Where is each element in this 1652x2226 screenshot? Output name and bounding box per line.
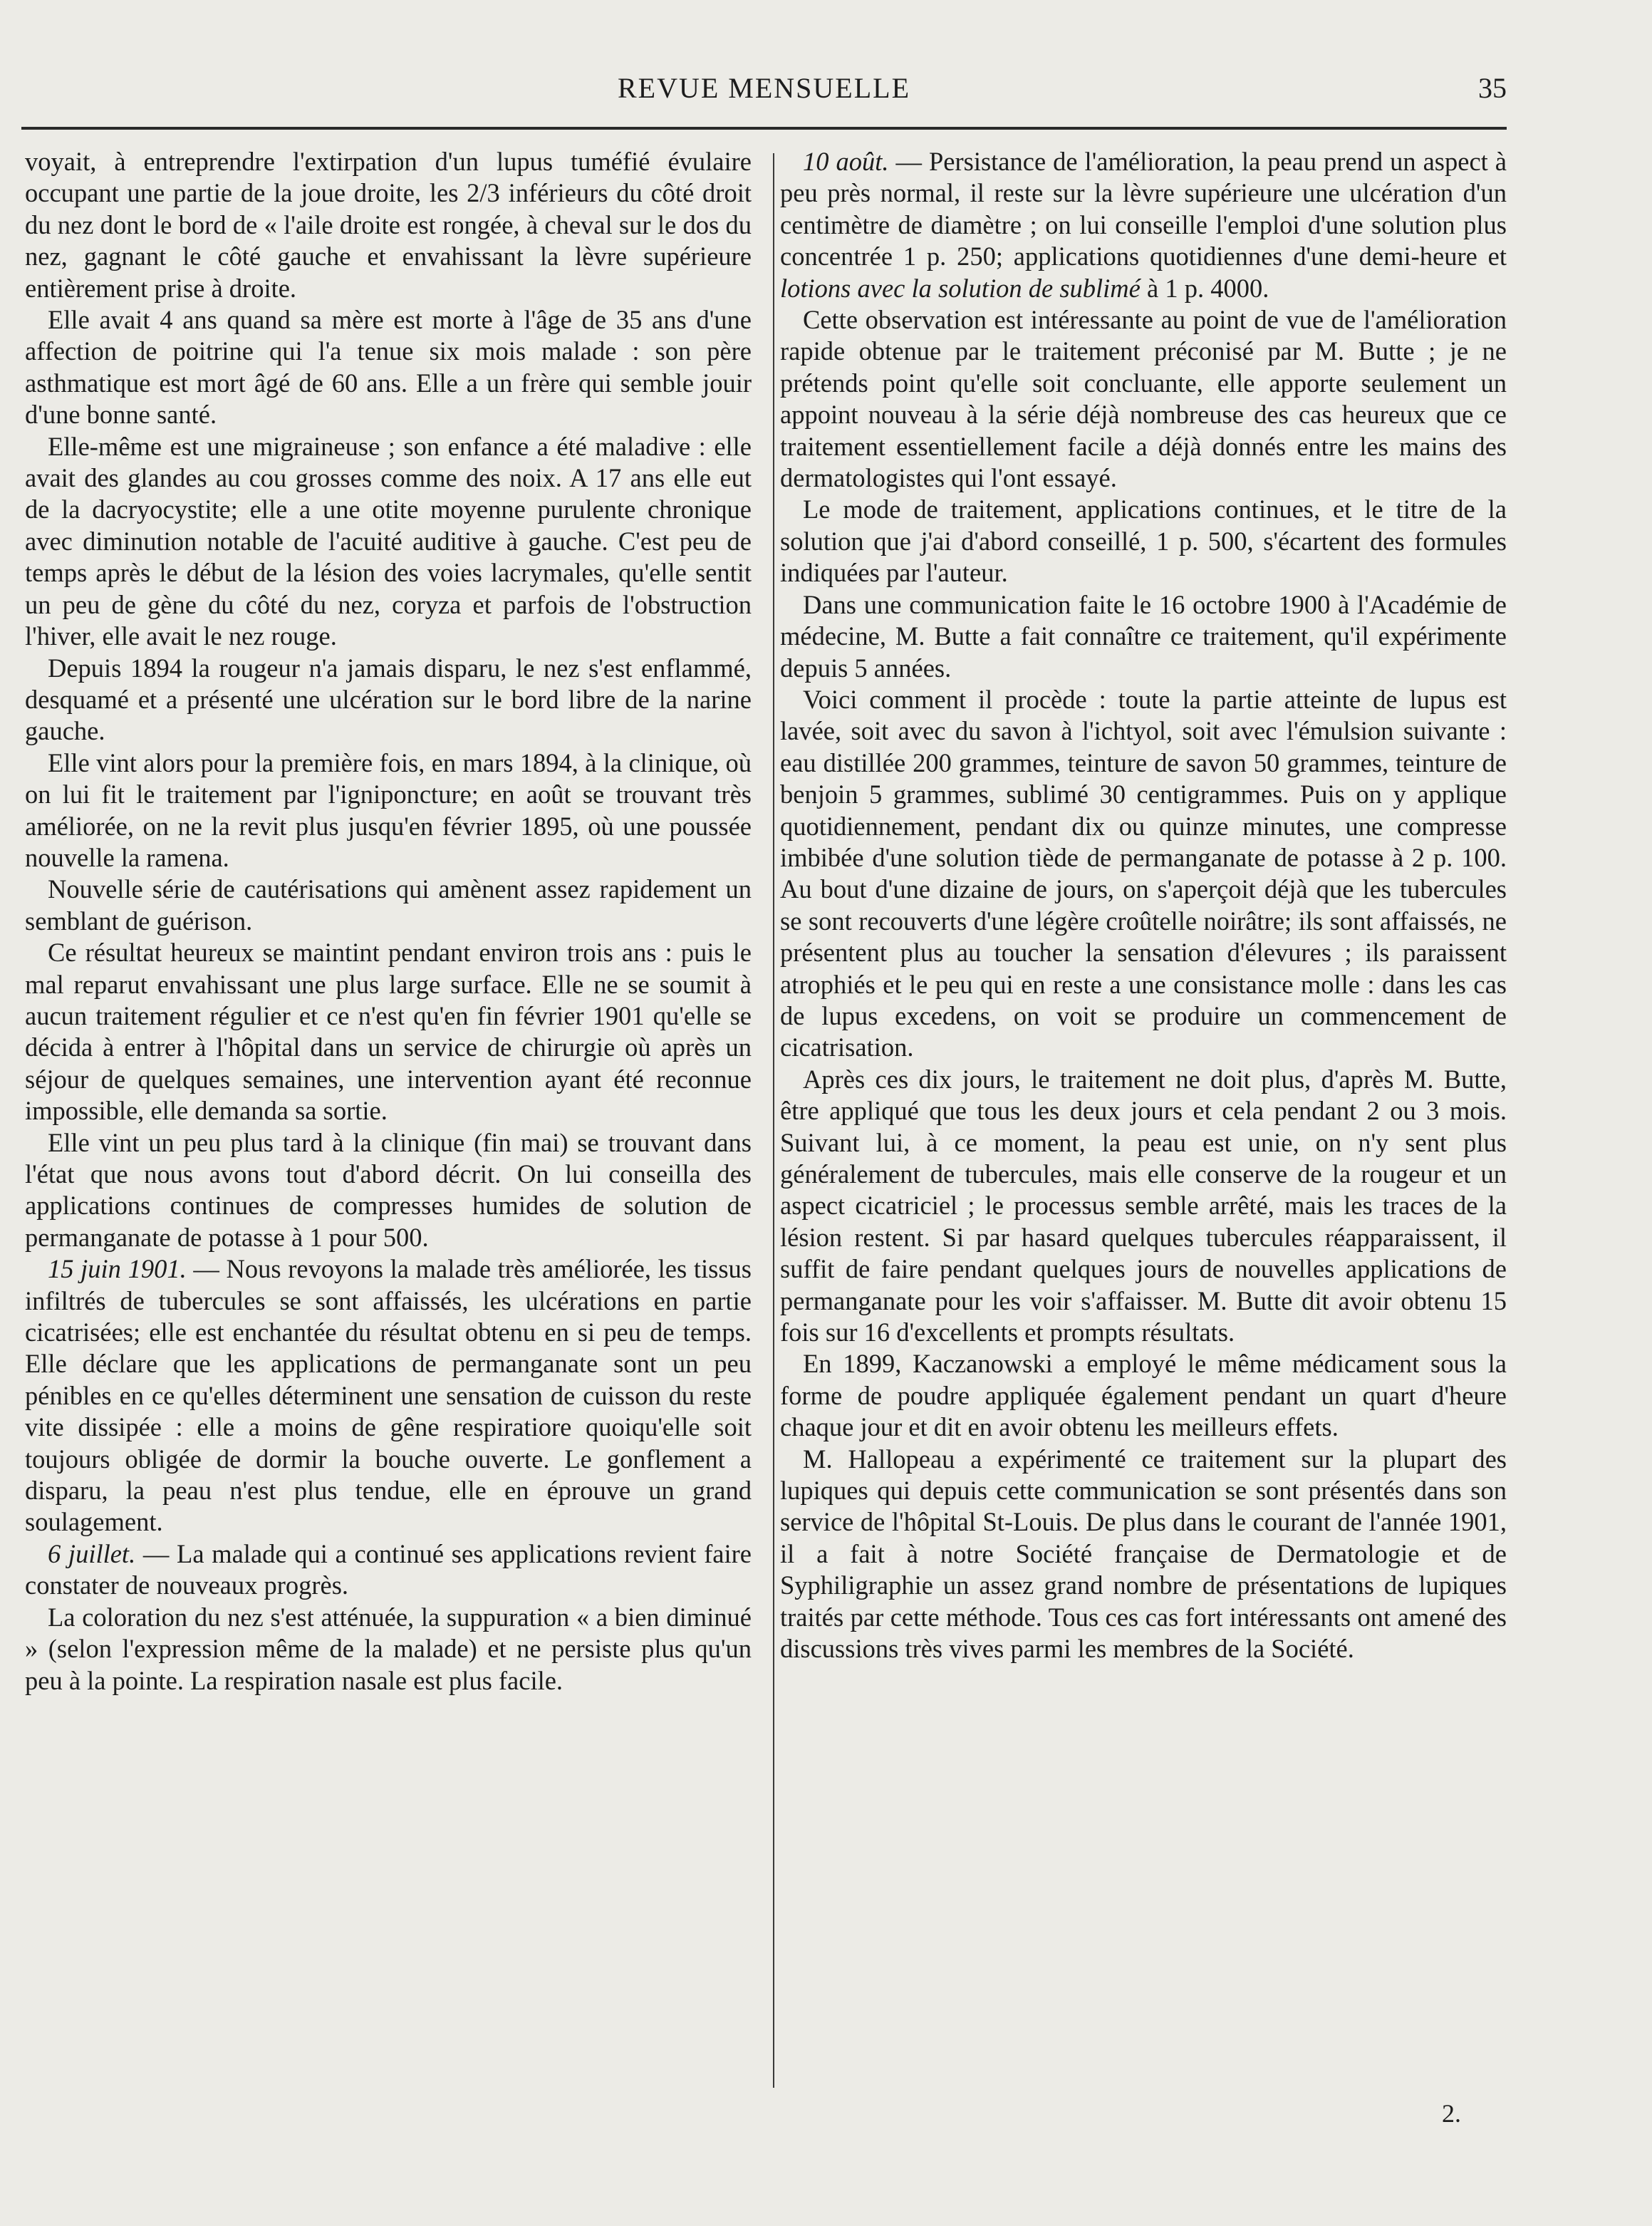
paragraph: Cette observation est intéressante au point de vue de l'amélioration rapide obtenue par le traitement préconisé par M. Butte ; je ne prétends point qu'elle soit concluante, elle apporte seulement un appoint nouveau à la série déjà nombreuse des cas heureux que ce traitement essentiellement facile a déjà donnés entre les mains des dermatologistes qui l'ont essayé. <box>780 305 1507 493</box>
paragraph: Elle avait 4 ans quand sa mère est morte à l'âge de 35 ans d'une affection de poitrine qui l'a tenue six mois malade : son père asthmatique est mort âgé de 60 ans. Elle a un frère qui semble jouir d'une bonne santé. <box>25 305 752 430</box>
left-column <box>25 146 752 1697</box>
paragraph-text: — Persistance de l'amélioration, la peau prend un aspect à peu près normal, il reste sur la lèvre supérieure une ulcération d'un centimètre de diamètre ; on lui conseille l'emploi d'une solution plus concentrée 1 p. 250; applications quotidiennes d'une demi-heure et <box>780 147 1507 271</box>
paragraph-text: — Nous revoyons la malade très améliorée, les tissus infiltrés de tubercules se sont affaissés, les ulcérations en partie cicatrisées; elle est enchantée du résultat obtenu en si peu de temps. Elle déclare que les applications de permanganate sont un peu pénibles en ce qu'elles déterminent une sensation de cuisson du reste vite dissipée : elle a moins de gêne respiratiore quoiqu'elle soit toujours obligée de dormir la bouche ouverte. Le gonflement a disparu, la peau n'est plus tendue, elle en éprouve un grand soulagement. <box>25 1254 752 1537</box>
paragraph: Depuis 1894 la rougeur n'a jamais disparu, le nez s'est enflammé, desquamé et a présenté une ulcération sur le bord libre de la narine gauche. <box>25 653 752 746</box>
paragraph: Nouvelle série de cautérisations qui amènent assez rapidement un semblant de guérison. <box>25 874 752 936</box>
column-divider <box>773 153 774 2088</box>
paragraph: Elle vint alors pour la première fois, en mars 1894, à la clinique, où on lui fit le traitement par l'igniponcture; en août se trouvant très améliorée, on ne la revit plus jusqu'en février 1895, où une poussée nouvelle la ramena. <box>25 747 752 872</box>
entry-date: 15 juin 1901. <box>48 1254 187 1284</box>
paragraph: La coloration du nez s'est atténuée, la suppuration « a bien diminué » (selon l'expression même de la malade) et ne persiste plus qu'un peu à la pointe. La respiration nasale est plus facile. <box>25 1602 752 1695</box>
paragraph: M. Hallopeau a expérimenté ce traitement sur la plupart des lupiques qui depuis cette communication se sont présentés dans son service de l'hôpital St-Louis. De plus dans le courant de l'année 1901, il a fait à notre Société française de Dermatologie et de Syphiligraphie un assez grand nombre de présentations de lupiques traités par cette méthode. Tous ces cas fort intéressants ont amené des discussions très vives parmi les membres de la Société. <box>780 1444 1507 1664</box>
paragraph: Après ces dix jours, le traitement ne doit plus, d'après M. Butte, être appliqué que tous les deux jours et cela pendant 2 ou 3 mois. Suivant lui, à ce moment, la peau est unie, on n'y sent plus généralement de tubercules, mais elle conserve de la rougeur et un aspect cicatriciel ; le processus semble arrêté, mais les traces de la lésion restent. Si par hasard quelques tubercules réapparaissent, il suffit de faire pendant quelques jours de nouvelles applications de permanganate pour les voir s'affaisser. M. Butte dit avoir obtenu 15 fois sur 16 d'excellents et prompts résultats. <box>780 1064 1507 1347</box>
paragraph <box>25 1538 752 1602</box>
paragraph: voyait, à entreprendre l'extirpation d'un lupus tuméfié évulaire occupant une partie de la joue droite, les 2/3 inférieurs du côté droit du nez dont le bord de « l'aile droite est rongée, à cheval sur le dos du nez, gagnant le côté gauche et envahissant la lèvre supérieure entièrement prise à droite. <box>25 147 752 303</box>
right-column <box>780 146 1507 1665</box>
entry-date: 10 août. <box>803 147 889 176</box>
page-number: 35 <box>1478 72 1507 104</box>
paragraph <box>25 1253 752 1538</box>
paragraph: Ce résultat heureux se maintint pendant environ trois ans : puis le mal reparut envahissant une plus large surface. Elle ne se soumit à aucun traitement régulier et ce n'est qu'en fin février 1901 qu'elle se décida à entrer à l'hôpital dans un service de chirurgie où après un séjour de quelques semaines, une intervention ayant été reconnue impossible, elle demanda sa sortie. <box>25 938 752 1126</box>
paragraph-text: — La malade qui a continué ses applications revient faire constater de nouveaux progrès. <box>25 1538 752 1600</box>
running-title: REVUE MENSUELLE <box>617 72 911 104</box>
paragraph <box>780 146 1507 304</box>
paragraph: Dans une communication faite le 16 octobre 1900 à l'Académie de médecine, M. Butte a fait connaître ce traitement, qu'il expérimente depuis 5 années. <box>780 589 1507 683</box>
paragraph: Elle-même est une migraineuse ; son enfance a été maladive : elle avait des glandes au cou grosses comme des noix. A 17 ans elle eut de la dacryocystite; elle a une otite moyenne purulente chronique avec diminution notable de l'acuité auditive à gauche. C'est peu de temps après le début de la lésion des voies lacrymales, qu'elle sentit un peu de gène du côté du nez, coryza et parfois de l'obstruction l'hiver, elle avait le nez rouge. <box>25 431 752 651</box>
paragraph: Le mode de traitement, applications continues, et le titre de la solution que j'ai d'abord conseillé, 1 p. 500, s'écartent des formules indiquées par l'auteur. <box>780 495 1507 588</box>
italic-text: lotions avec la solution de sublimé <box>780 273 1141 303</box>
page-header <box>21 71 1507 114</box>
paragraph-text: à 1 p. 4000. <box>1140 273 1269 303</box>
paragraph: Elle vint un peu plus tard à la clinique (fin mai) se trouvant dans l'état que nous avons tout d'abord décrit. On lui conseilla des applications continues de compresses humides de solution de permanganate de potasse à 1 pour 500. <box>25 1127 752 1252</box>
entry-date: 6 juillet. <box>48 1538 136 1568</box>
header-rule <box>21 127 1507 130</box>
paragraph: Voici comment il procède : toute la partie atteinte de lupus est lavée, soit avec du savon à l'ichtyol, soit avec l'émulsion suivante : eau distillée 200 grammes, teinture de savon 50 grammes, teinture de benjoin 5 grammes, sublimé 30 centigrammes. Puis on y applique quotidiennement, pendant dix ou quinze minutes, une compresse imbibée d'une solution tiède de permanganate de potasse à 2 p. 100. Au bout d'une dizaine de jours, on s'aperçoit déjà que les tubercules se sont recouverts d'une légère croûtelle noirâtre; ils sont affaissés, ne présentent plus au toucher la sensation d'élevures ; ils paraissent atrophiés et le peu qui en reste a une consistance molle : dans les cas de lupus excedens, on voit se produire un commencement de cicatrisation. <box>780 684 1507 1062</box>
signature-mark: 2. <box>1442 2099 1461 2128</box>
paragraph: En 1899, Kaczanowski a employé le même médicament sous la forme de poudre appliquée également pendant un quart d'heure chaque jour et dit en avoir obtenu les meilleurs effets. <box>780 1349 1507 1442</box>
